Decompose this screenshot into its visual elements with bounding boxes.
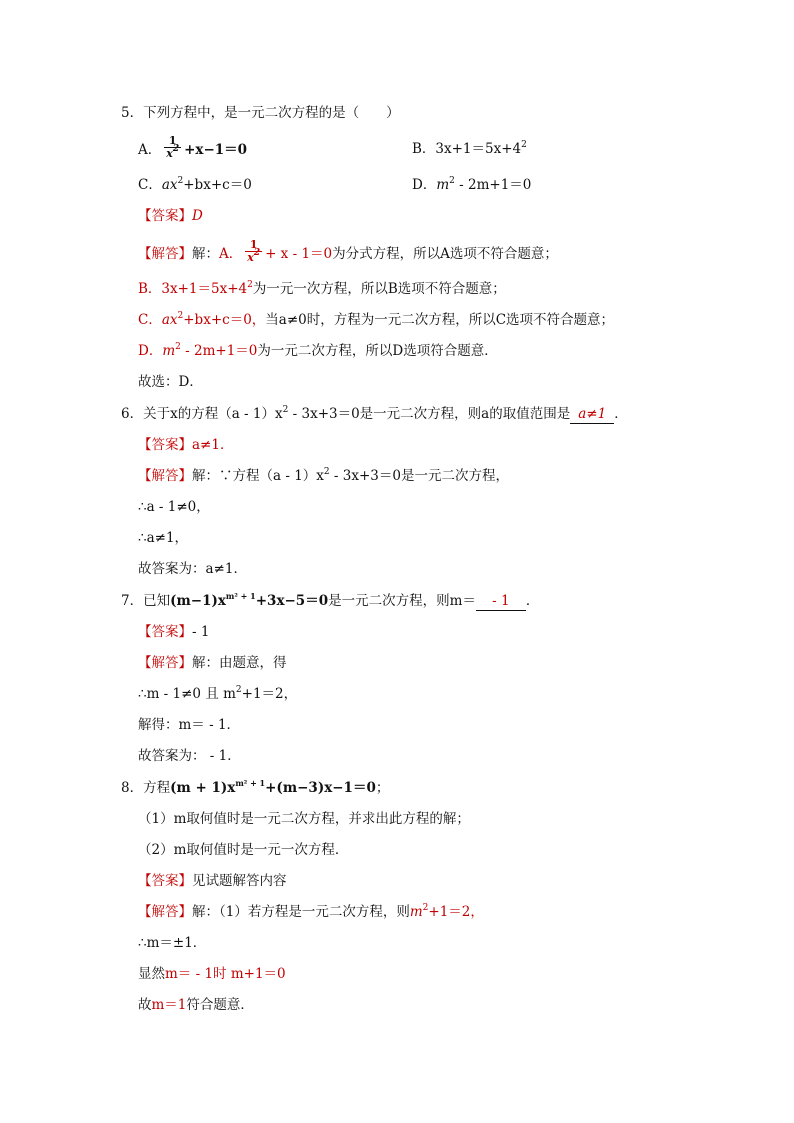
- fraction-denominator: [164, 144, 181, 160]
- q7-conclusion: 故答案为： - 1．: [138, 748, 241, 764]
- q5-option-d: [412, 176, 531, 194]
- fraction-numerator: 1: [245, 239, 262, 252]
- q8-answer: [138, 872, 287, 890]
- answer-value: D: [192, 208, 203, 224]
- stem-expr: (m + 1)x: [170, 780, 236, 796]
- stem-text: 8．方程: [121, 780, 171, 796]
- step-text: 符合题意．: [186, 997, 254, 1013]
- analysis-tag: 【解答】: [138, 904, 192, 920]
- step-expr: m＝ - 1时 m+1＝0: [165, 966, 286, 982]
- q5-analysis-line2: [138, 280, 506, 298]
- q8-step3: [138, 996, 254, 1014]
- analysis-expr: m: [409, 904, 423, 920]
- answer-tag: 【答案】: [138, 873, 192, 889]
- option-d-rest: - 2m+1＝0: [454, 177, 532, 193]
- exponent: 2: [177, 310, 184, 321]
- answer-tag: 【答案】: [138, 624, 192, 640]
- exponent: 2: [253, 248, 261, 259]
- exponent: 2: [177, 175, 184, 186]
- analysis-intro: 解：: [192, 246, 219, 262]
- q5-analysis-line4: [138, 342, 498, 360]
- q5-conclusion: 故选：D．: [138, 374, 203, 390]
- exponent: m² + 1: [235, 777, 266, 788]
- answer-tag: 【答案】: [138, 437, 192, 453]
- fraction: [164, 135, 181, 160]
- q8-step2: [138, 965, 286, 983]
- option-d-expr: m: [436, 177, 450, 193]
- analysis-label: C．: [138, 312, 162, 328]
- analysis-expr: 3x+1＝5x+4: [161, 281, 248, 297]
- analysis-label: B．: [138, 281, 162, 297]
- q8-analysis: [138, 903, 484, 921]
- q7-answer: [138, 623, 209, 641]
- q5-stem: 5．下列方程中，是一元二次方程的是（ ）: [121, 105, 400, 121]
- analysis-label: A．: [219, 246, 243, 262]
- exponent: 2: [282, 404, 289, 415]
- q7-step1: [138, 685, 297, 703]
- answer-value: - 1: [192, 624, 210, 640]
- option-label: A．: [138, 142, 162, 158]
- q5-option-a: [138, 134, 248, 163]
- answer-value: a≠1．: [192, 437, 234, 453]
- analysis-tag: 【解答】: [138, 468, 192, 484]
- stem-end: ；: [375, 780, 390, 796]
- option-label: D．: [412, 177, 437, 193]
- analysis-text: 当a≠0时，方程为一元二次方程，所以C选项不符合题意；: [265, 312, 615, 328]
- stem-expr: +3x−5＝0: [255, 593, 329, 609]
- exponent: 2: [449, 175, 455, 186]
- q6-step1: ∴a - 1≠0，: [138, 499, 210, 515]
- exponent: 2: [422, 902, 429, 913]
- exponent: m² + 1: [225, 590, 256, 601]
- q5-analysis-line1: [138, 238, 558, 267]
- step-text: 显然: [138, 966, 165, 982]
- analysis-text: 解：（1）若方程是一元二次方程，则: [192, 904, 410, 920]
- q7-step2: 解得：m＝ - 1．: [138, 717, 241, 733]
- stem-text: 6．关于x的方程（a - 1）x: [121, 406, 283, 422]
- answer-value: 见试题解答内容: [192, 873, 287, 889]
- fraction-denominator: [245, 248, 262, 264]
- den-var: x: [247, 251, 254, 264]
- q5-analysis-line3: [138, 311, 614, 329]
- analysis-label: D．: [138, 343, 163, 359]
- q6-conclusion: 故答案为：a≠1．: [138, 561, 247, 577]
- option-b-expr: 3x+1＝5x+4: [435, 141, 522, 157]
- q6-stem: [121, 405, 628, 424]
- q6-answer: [138, 436, 233, 454]
- analysis-expr: +bx+c＝0，: [183, 312, 266, 328]
- step-text: +1＝2，: [241, 686, 298, 702]
- analysis-text: 为分式方程，所以A选项不符合题意；: [332, 246, 558, 262]
- exponent: 2: [521, 139, 527, 150]
- option-c-rest: +bx+c＝0: [183, 177, 252, 193]
- analysis-expr: - 2m+1＝0: [180, 343, 258, 359]
- q6-step2: ∴a≠1，: [138, 530, 189, 546]
- step-text: ∴m - 1≠0 且 m: [138, 686, 236, 702]
- stem-expr: +(m−3)x−1＝0: [265, 780, 376, 796]
- q8-stem: [121, 779, 389, 797]
- q8-sub2: （2）m取何值时是一元一次方程．: [138, 842, 349, 858]
- stem-expr: (m−1)x: [170, 593, 226, 609]
- analysis-text: 解：∵方程（a - 1）x: [192, 468, 324, 484]
- analysis-expr: + x - 1＝0: [265, 246, 333, 262]
- q8-sub1: （1）m取何值时是一元二次方程，并求出此方程的解；: [138, 811, 470, 827]
- stem-text: - 3x+3＝0是一元二次方程，则a的取值范围是: [288, 406, 571, 422]
- fill-blank: a≠1: [570, 405, 614, 424]
- fill-blank: - 1: [476, 592, 526, 611]
- analysis-expr: +1＝2，: [428, 904, 484, 920]
- answer-tag: 【答案】: [138, 208, 192, 224]
- stem-text: 7．已知: [121, 593, 171, 609]
- analysis-text: - 3x+3＝0是一元二次方程，: [329, 468, 509, 484]
- fraction: [245, 239, 262, 264]
- step-expr: m＝1: [151, 997, 187, 1013]
- stem-end: ．: [614, 406, 628, 422]
- step-text: 故: [138, 997, 152, 1013]
- q5-option-c: [138, 176, 252, 194]
- exponent: 2: [172, 144, 180, 155]
- exponent: 2: [247, 279, 253, 290]
- q8-step1: ∴m＝±1．: [138, 935, 207, 951]
- option-label: B．: [412, 141, 436, 157]
- exponent: 2: [235, 684, 242, 695]
- q5-answer: [138, 207, 203, 225]
- analysis-expr: ax: [161, 312, 178, 328]
- fraction-numerator: 1: [164, 135, 181, 148]
- stem-text: 是一元二次方程，则m＝: [328, 593, 476, 609]
- den-var: x: [166, 147, 173, 160]
- exponent: 2: [175, 341, 181, 352]
- analysis-expr: m: [162, 343, 176, 359]
- analysis-tag: 【解答】: [138, 655, 192, 671]
- option-label: C．: [138, 177, 162, 193]
- q6-analysis: [138, 467, 509, 485]
- q7-analysis: [138, 654, 287, 672]
- option-a-expr: +x−1＝0: [184, 142, 248, 158]
- analysis-text: 为一元一次方程，所以B选项不符合题意；: [252, 281, 506, 297]
- analysis-text: 为一元二次方程，所以D选项符合题意．: [257, 343, 498, 359]
- stem-end: ．: [525, 593, 540, 609]
- option-c-expr: ax: [161, 177, 178, 193]
- q5-option-b: [412, 140, 527, 158]
- exponent: 2: [323, 466, 330, 477]
- q7-stem: [121, 592, 539, 611]
- analysis-tag: 【解答】: [138, 246, 192, 262]
- analysis-text: 解：由题意，得: [192, 655, 287, 671]
